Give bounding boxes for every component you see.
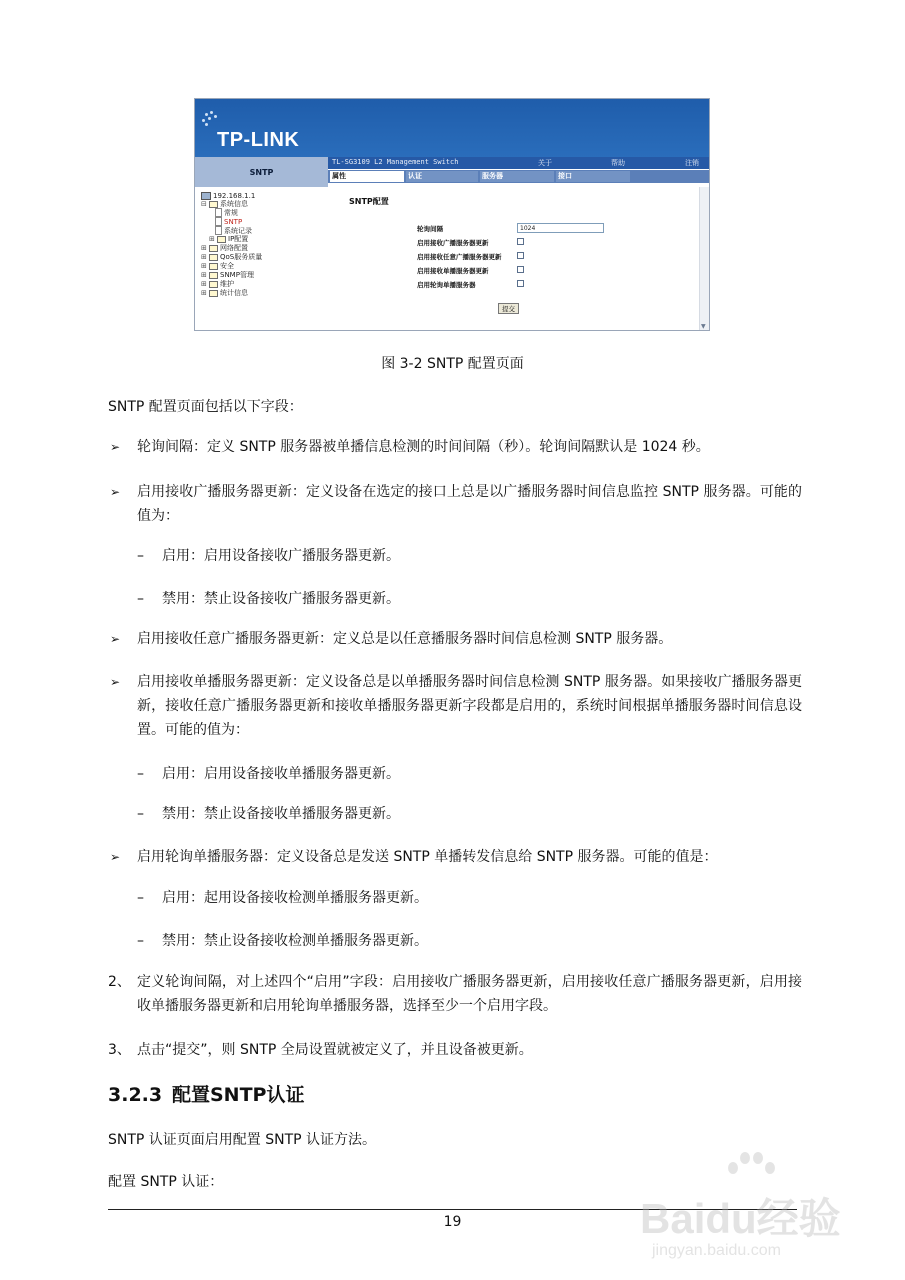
watermark-text: Baidu经验	[640, 1195, 841, 1242]
figure-caption: 图 3-2 SNTP 配置页面	[381, 356, 524, 372]
collapse-icon: ⊟	[201, 200, 207, 208]
tab-server[interactable]: 服务器	[480, 171, 554, 182]
folder-icon	[209, 201, 218, 208]
folder-icon	[209, 281, 218, 288]
tab-properties[interactable]: 属性	[330, 171, 404, 182]
tree-item-host[interactable]: 192.168.1.1	[201, 192, 255, 200]
about-link[interactable]: 关于	[538, 159, 552, 167]
header-banner	[195, 99, 709, 157]
page-icon	[215, 226, 222, 235]
form-title: SNTP配置	[349, 197, 389, 206]
tree-item-security[interactable]: ⊞ 安全	[201, 262, 234, 270]
anycast-update-checkbox[interactable]	[517, 252, 524, 259]
broadcast-update-checkbox[interactable]	[517, 238, 524, 245]
unicast-update-checkbox[interactable]	[517, 266, 524, 273]
submit-button[interactable]: 提交	[498, 303, 519, 314]
dash-item: – 禁用：禁止设备接收检测单播服务器更新。	[137, 933, 428, 949]
tree-item-system-info[interactable]: ⊟ 系统信息	[201, 200, 248, 208]
arrow-bullet-icon: ➢	[110, 675, 121, 689]
broadcast-update-label: 启用接收广播服务器更新	[417, 239, 489, 247]
folder-icon	[217, 236, 226, 243]
bullet-broadcast-update: ➢ 启用接收广播服务器更新：定义设备在选定的接口上总是以广播服务器时间信息监控 SNTP 服务器。可能的值为：	[110, 480, 802, 528]
tab-interface[interactable]: 接口	[556, 171, 630, 182]
intro-paragraph: SNTP 配置页面包括以下字段：	[108, 399, 303, 415]
baidu-watermark	[640, 1150, 860, 1270]
tree-item-network[interactable]: ⊞ 网络配置	[201, 244, 248, 252]
arrow-bullet-icon: ➢	[110, 485, 121, 499]
expand-icon: ⊞	[201, 262, 207, 270]
bullet-poll-unicast: ➢ 启用轮询单播服务器：定义设备总是发送 SNTP 单播转发信息给 SNTP 服务器。可能的值是：	[110, 845, 802, 869]
tree-item-maintenance[interactable]: ⊞ 维护	[201, 280, 234, 288]
sntp-config-screenshot	[194, 98, 710, 331]
page-number: 19	[443, 1214, 462, 1230]
auth-paragraph: SNTP 认证页面启用配置 SNTP 认证方法。	[108, 1132, 377, 1148]
logo-dots-icon	[201, 111, 223, 127]
dash-item: – 启用：启用设备接收单播服务器更新。	[137, 766, 400, 782]
step-2: 2、 定义轮询间隔，对上述四个“启用”字段：启用接收广播服务器更新，启用接收任意广播服务器更新，启用接收单播服务器更新和启用轮询单播服务器，选择至少一个启用字段。	[108, 974, 802, 1014]
folder-icon	[209, 290, 218, 297]
scrollbar[interactable]	[699, 187, 709, 331]
dash-item: – 禁用：禁止设备接收广播服务器更新。	[137, 591, 400, 607]
tree-item-general[interactable]: 常规	[215, 208, 238, 217]
folder-icon	[209, 254, 218, 261]
arrow-bullet-icon: ➢	[110, 632, 121, 646]
tree-item-qos[interactable]: ⊞ QoS服务质量	[201, 253, 263, 261]
section-heading: 3.2.3 配置SNTP认证	[108, 1084, 305, 1106]
arrow-bullet-icon: ➢	[110, 850, 121, 864]
nav-tree	[195, 187, 329, 331]
poll-unicast-label: 启用轮询单播服务器	[417, 281, 476, 289]
page-icon	[215, 208, 222, 217]
folder-icon	[209, 245, 218, 252]
poll-interval-input[interactable]: 1024	[517, 223, 604, 233]
tree-item-ip-config[interactable]: ⊞ IP配置	[209, 235, 249, 243]
dash-item: – 禁用：禁止设备接收单播服务器更新。	[137, 806, 400, 822]
tree-item-syslog[interactable]: 系统记录	[215, 226, 252, 235]
bullet-unicast-update: ➢ 启用接收单播服务器更新：定义设备总是以单播服务器时间信息检测 SNTP 服务器。如果接收广播服务器更新，接收任意广播服务器更新和接收单播服务器更新字段都是启用的，系统时间根据单播服务器时间信息设置。可能的值为：	[110, 670, 802, 742]
form-panel	[328, 183, 709, 331]
scroll-down-icon[interactable]: ▼	[701, 323, 706, 330]
step-3: 3、 点击“提交”，则 SNTP 全局设置就被定义了，并且设备被更新。	[108, 1042, 533, 1058]
poll-interval-label: 轮询间隔	[417, 225, 443, 233]
dash-item: – 启用：启用设备接收广播服务器更新。	[137, 548, 400, 564]
poll-unicast-checkbox[interactable]	[517, 280, 524, 287]
expand-icon: ⊞	[201, 244, 207, 252]
tab-auth[interactable]: 认证	[406, 171, 478, 182]
expand-icon: ⊞	[201, 253, 207, 261]
tree-item-sntp[interactable]: SNTP	[215, 217, 242, 226]
sidebar-title: SNTP	[195, 157, 328, 187]
logout-link[interactable]: 注销	[685, 159, 699, 167]
anycast-update-label: 启用接收任意广播服务器更新	[417, 253, 502, 261]
tree-item-statistics[interactable]: ⊞ 统计信息	[201, 289, 248, 297]
expand-icon: ⊞	[201, 289, 207, 297]
device-name: TL-SG3109 L2 Management Switch	[332, 158, 459, 166]
top-bar	[328, 157, 709, 169]
watermark-url: jingyan.baidu.com	[652, 1242, 781, 1259]
page-icon	[215, 217, 222, 226]
folder-icon	[209, 272, 218, 279]
arrow-bullet-icon: ➢	[110, 440, 121, 454]
expand-icon: ⊞	[201, 271, 207, 279]
folder-icon	[209, 263, 218, 270]
config-auth-paragraph: 配置 SNTP 认证：	[108, 1174, 224, 1190]
tp-link-logo: TP-LINK	[217, 129, 300, 151]
tab-bar	[328, 170, 709, 183]
expand-icon: ⊞	[201, 280, 207, 288]
dash-item: – 启用：起用设备接收检测单播服务器更新。	[137, 890, 428, 906]
unicast-update-label: 启用接收单播服务器更新	[417, 267, 489, 275]
tree-item-snmp[interactable]: ⊞ SNMP管理	[201, 271, 254, 279]
expand-icon: ⊞	[209, 235, 215, 243]
computer-icon	[201, 192, 211, 200]
bullet-anycast-update: ➢ 启用接收任意广播服务器更新：定义总是以任意播服务器时间信息检测 SNTP 服务器。	[110, 627, 802, 651]
help-link[interactable]: 帮助	[611, 159, 625, 167]
bullet-poll-interval: ➢ 轮询间隔：定义 SNTP 服务器被单播信息检测的时间间隔（秒）。轮询间隔默认是 1024 秒。	[110, 435, 802, 459]
